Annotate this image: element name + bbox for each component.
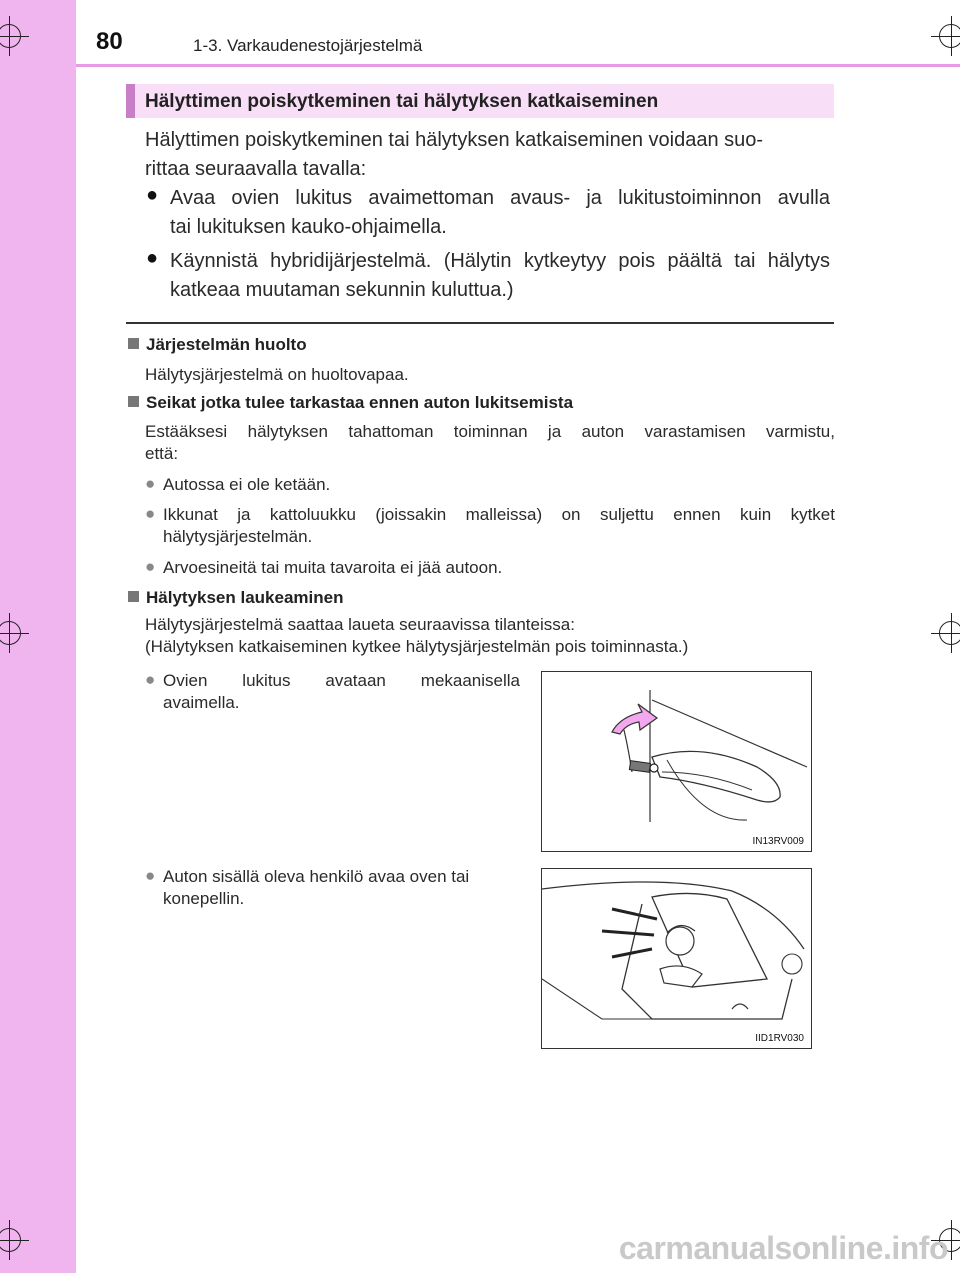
check-bullet-3: Arvoesineitä tai muita tavaroita ei jää autoon. xyxy=(163,558,503,577)
title-box xyxy=(126,84,834,118)
subheading-text: Hälytyksen laukeaminen xyxy=(146,588,344,607)
section-heading: 1-3. Varkaudenestojärjestelmä xyxy=(193,36,423,55)
trigger-bullet-2-line-1: Auton sisällä oleva henkilö avaa oven tai xyxy=(163,867,470,886)
bullet-icon: ● xyxy=(145,670,156,689)
page-number: 80 xyxy=(96,28,123,55)
main-bullet-2-line-2: katkeaa muutaman sekunnin kuluttua.) xyxy=(170,279,514,301)
trigger-bullet-1-line-2: avaimella. xyxy=(163,693,240,712)
square-bullet-icon xyxy=(128,591,139,602)
subheading-alarm-trigger xyxy=(128,588,343,608)
intro-line-1: Hälyttimen poiskytkeminen tai hälytyksen katkaiseminen voidaan suo- xyxy=(145,129,764,151)
subheading-text: Järjestelmän huolto xyxy=(146,335,307,354)
bullet-icon: ● xyxy=(146,184,159,206)
header-divider xyxy=(76,64,960,67)
square-bullet-icon xyxy=(128,338,139,349)
check-bullet-1: Autossa ei ole ketään. xyxy=(163,475,331,494)
bullet-icon: ● xyxy=(146,247,159,269)
bullet-icon: ● xyxy=(145,504,156,523)
subheading-checks xyxy=(128,393,573,413)
subheading-text: Seikat jotka tulee tarkastaa ennen auton lukitsemista xyxy=(146,393,574,412)
title-text: Hälyttimen poiskytkeminen tai hälytyksen katkaiseminen xyxy=(145,91,659,112)
check-bullet-2-line-1: Ikkunat ja kattoluukku (joissakin malleissa) on suljettu ennen kuin kytket xyxy=(163,505,835,524)
trigger-bullet-1-line-1: Ovien lukitus avataan mekaanisella xyxy=(163,671,520,690)
section-2-text-line-1: Estääksesi hälytyksen tahattoman toiminnan ja auton varastamisen varmistu, xyxy=(145,422,835,441)
section-1-text: Hälytysjärjestelmä on huoltovapaa. xyxy=(145,365,409,384)
bullet-icon: ● xyxy=(145,866,156,885)
section-divider xyxy=(126,322,834,324)
main-bullet-1-line-1: Avaa ovien lukitus avaimettoman avaus- ja lukitustoiminnon avulla xyxy=(170,187,830,209)
section-3-text-line-1: Hälytysjärjestelmä saattaa laueta seuraavissa tilanteissa: xyxy=(145,615,575,634)
figure-code: IID1RV030 xyxy=(755,1033,804,1044)
bullet-icon: ● xyxy=(145,557,156,576)
figure-door-key xyxy=(541,671,812,852)
person-opening-door-illustration xyxy=(542,869,811,1048)
square-bullet-icon xyxy=(128,396,139,407)
section-2-text-line-2: että: xyxy=(145,444,179,463)
main-bullet-1-line-2: tai lukituksen kauko-ohjaimella. xyxy=(170,216,447,238)
intro-line-2: rittaa seuraavalla tavalla: xyxy=(145,158,367,180)
subheading-maintenance xyxy=(128,335,307,355)
figure-person-in-car xyxy=(541,868,812,1049)
main-bullet-2-line-1: Käynnistä hybridijärjestelmä. (Hälytin kytkeytyy pois päältä tai hälytys xyxy=(170,250,830,272)
door-handle-key-illustration xyxy=(542,672,811,851)
section-3-text-line-2: (Hälytyksen katkaiseminen kytkee hälytysjärjestelmän pois toiminnasta.) xyxy=(145,637,689,656)
figure-code: IN13RV009 xyxy=(752,836,804,847)
trigger-bullet-2-line-2: konepellin. xyxy=(163,889,245,908)
check-bullet-2-line-2: hälytysjärjestelmän. xyxy=(163,527,313,546)
watermark-text: carmanualsonline.info xyxy=(618,1230,948,1266)
bullet-icon: ● xyxy=(145,474,156,493)
